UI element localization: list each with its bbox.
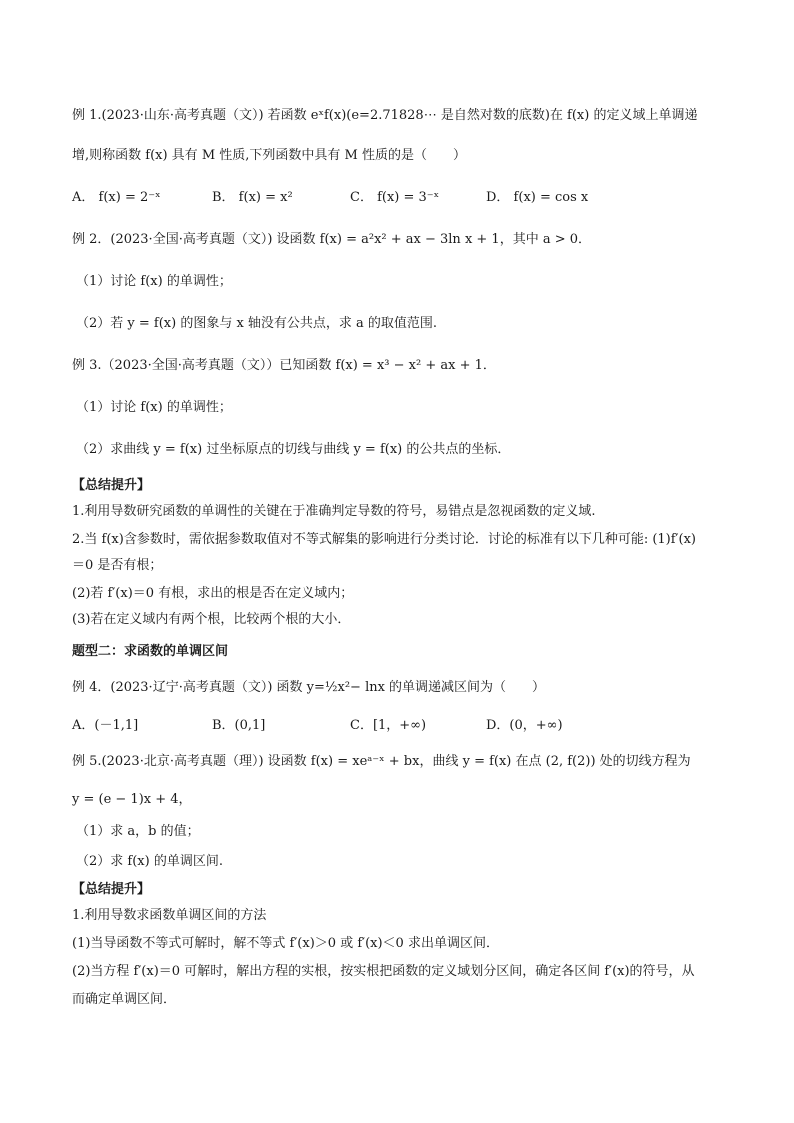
example-1-line-1: 例 1.(2023·山东·高考真题（文）) 若函数 eˣf(x)(e=2.71828⋯ 是自然对数的底数)在 f(x) 的定义域上单调递: [72, 108, 698, 123]
example-5-question-1: （1）求 a，b 的值；: [76, 824, 200, 839]
example-1-option-c: C． f(x) = 3⁻ˣ: [350, 190, 440, 205]
summary-1-heading: 【总结提升】: [72, 478, 151, 493]
example-2-line-1: 例 2．(2023·全国·高考真题（文）) 设函数 f(x) = a²x² + ax − 3ln x + 1，其中 a > 0．: [72, 232, 592, 247]
summary-1-point-2b: ＝0 是否有根；: [72, 558, 163, 573]
example-1-option-d: D． f(x) = cos x: [486, 190, 589, 205]
example-3-question-1: （1）讨论 f(x) 的单调性；: [76, 400, 232, 415]
example-4-line-1: 例 4．(2023·辽宁·高考真题（文）) 函数 y=½x²− lnx 的单调递减区间为（ ）: [72, 680, 546, 695]
example-4-option-d: D．(0，+∞): [486, 718, 563, 733]
summary-2-heading: 【总结提升】: [72, 882, 151, 897]
summary-1-point-1: 1.利用导数研究函数的单调性的关键在于准确判定导数的符号，易错点是忽视函数的定义域.: [72, 504, 596, 519]
example-4-option-a: A．(－1,1]: [72, 718, 139, 733]
summary-1-point-4: (3)若在定义域内有两个根，比较两个根的大小．: [72, 612, 351, 627]
example-1-line-2: 增,则称函数 f(x) 具有 M 性质,下列函数中具有 M 性质的是（ ）: [72, 148, 466, 163]
summary-2-point-1: 1.利用导数求函数单调区间的方法: [72, 908, 267, 923]
summary-2-point-2: (1)当导函数不等式可解时，解不等式 f′(x)＞0 或 f′(x)＜0 求出单调区间．: [72, 936, 499, 951]
example-5-line-1: 例 5.(2023·北京·高考真题（理）) 设函数 f(x) = xeᵃ⁻ˣ + bx，曲线 y = f(x) 在点 (2, f(2)) 处的切线方程为: [72, 754, 691, 769]
question-type-2-heading: 题型二：求函数的单调区间: [72, 644, 229, 659]
example-2-question-1: （1）讨论 f(x) 的单调性；: [76, 274, 232, 289]
example-3-question-2: （2）求曲线 y = f(x) 过坐标原点的切线与曲线 y = f(x) 的公共点的坐标．: [76, 442, 511, 457]
example-4-option-c: C．[1，+∞): [350, 718, 427, 733]
example-1-option-b: B． f(x) = x²: [212, 190, 293, 205]
summary-2-point-3b: 而确定单调区间．: [72, 992, 177, 1007]
example-1-option-a: A． f(x) = 2⁻ˣ: [72, 190, 161, 205]
example-2-question-2: （2）若 y = f(x) 的图象与 x 轴没有公共点，求 a 的取值范围.: [76, 316, 438, 331]
example-5-line-2: y = (e − 1)x + 4，: [72, 792, 192, 807]
example-4-option-b: B．(0,1]: [212, 718, 266, 733]
summary-2-point-3a: (2)当方程 f′(x)＝0 可解时，解出方程的实根，按实根把函数的定义域划分区间，确定各区间 f′(x)的符号，从: [72, 964, 695, 979]
summary-1-point-2a: 2.当 f(x)含参数时，需依据参数取值对不等式解集的影响进行分类讨论．讨论的标准有以下几种可能: (1)f′(x): [72, 532, 696, 547]
summary-1-point-3: (2)若 f′(x)＝0 有根，求出的根是否在定义域内；: [72, 586, 354, 601]
example-5-question-2: （2）求 f(x) 的单调区间.: [76, 854, 223, 869]
example-3-line-1: 例 3.（2023·全国·高考真题（文））已知函数 f(x) = x³ − x² + ax + 1．: [72, 358, 496, 373]
